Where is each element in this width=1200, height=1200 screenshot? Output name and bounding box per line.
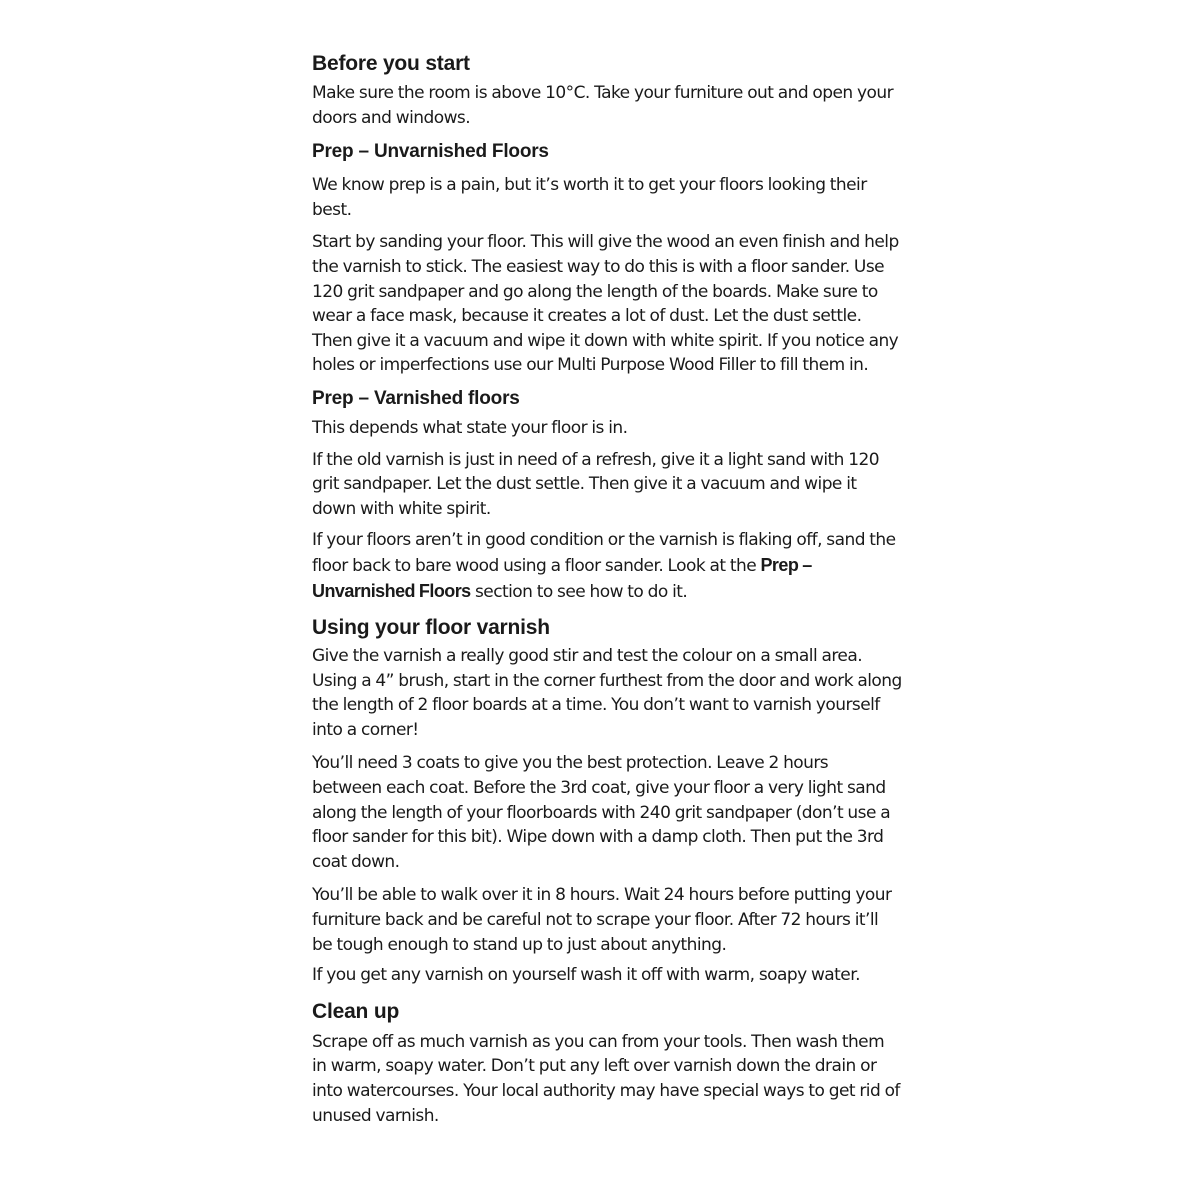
heading-prep-varnished: Prep – Varnished floors [312,387,520,409]
heading-using-floor-varnish: Using your floor varnish [312,616,550,640]
using-paragraph-2: You’ll need 3 coats to give you the best protection. Leave 2 hours between each coat. Before the 3rd coat, give your floor a very light sand along the length of your floorboards with 240 grit sandpaper (don’t use a floor sander for this bit). Wipe down with a damp cloth. Then put the 3rd coat down. [312,753,891,872]
using-paragraph-4: If you get any varnish on yourself wash it off with warm, soapy water. [312,965,860,986]
instructions-document [312,50,902,1128]
heading-prep-unvarnished: Prep – Unvarnished Floors [312,141,549,163]
heading-clean-up: Clean up [312,999,400,1023]
prep-unvarnished-paragraph-2: Start by sanding your floor. This will give the wood an even finish and help the varnish to stick. The easiest way to do this is with a floor sander. Use 120 grit sandpaper and go along the length of the boards. Make sure to wear a face mask, because it creates a lot of dust. Let the dust settle. Then give it a vacuum and wipe it down with white spirit. If you notice any holes or imperfections use our Multi Purpose Wood Filler to fill them in. [312,232,899,376]
prep-unvarnished-paragraph-1: We know prep is a pain, but it’s worth it to get your floors looking their best. [312,175,867,220]
before-start-paragraph: Make sure the room is above 10°C. Take your furniture out and open your doors and windows. [312,83,894,128]
prep-varnished-paragraph-3-end: section to see how to do it. [475,581,688,602]
prep-varnished-paragraph-3-start: If your floors aren’t in good condition or the varnish is flaking off, sand the floor back to bare wood using a floor sander. Look at the [312,530,896,576]
prep-varnished-paragraph-3 [312,528,902,604]
using-paragraph-1: Give the varnish a really good stir and test the colour on a small area. Using a 4” brush, start in the corner furthest from the door and work along the length of 2 floor boards at a time. You don’t want to varnish yourself into a corner! [312,646,902,740]
section-reference: Prep – Unvarnished Floors [312,554,812,601]
clean-up-paragraph: Scrape off as much varnish as you can from your tools. Then wash them in warm, soapy water. Don’t put any left over varnish down the drain or into watercourses. Your local authority may have special ways to get rid of unused varnish. [312,1031,900,1126]
using-paragraph-3: You’ll be able to walk over it in 8 hours. Wait 24 hours before putting your furniture back and be careful not to scrape your floor. After 72 hours it’ll be tough enough to stand up to just about anything. [312,885,892,955]
heading-before-you-start: Before you start [312,52,470,75]
prep-varnished-paragraph-2: If the old varnish is just in need of a refresh, give it a light sand with 120 grit sandpaper. Let the dust settle. Then give it a vacuum and wipe it down with white spirit. [312,449,880,519]
prep-varnished-paragraph-1: This depends what state your floor is in. [312,417,628,438]
